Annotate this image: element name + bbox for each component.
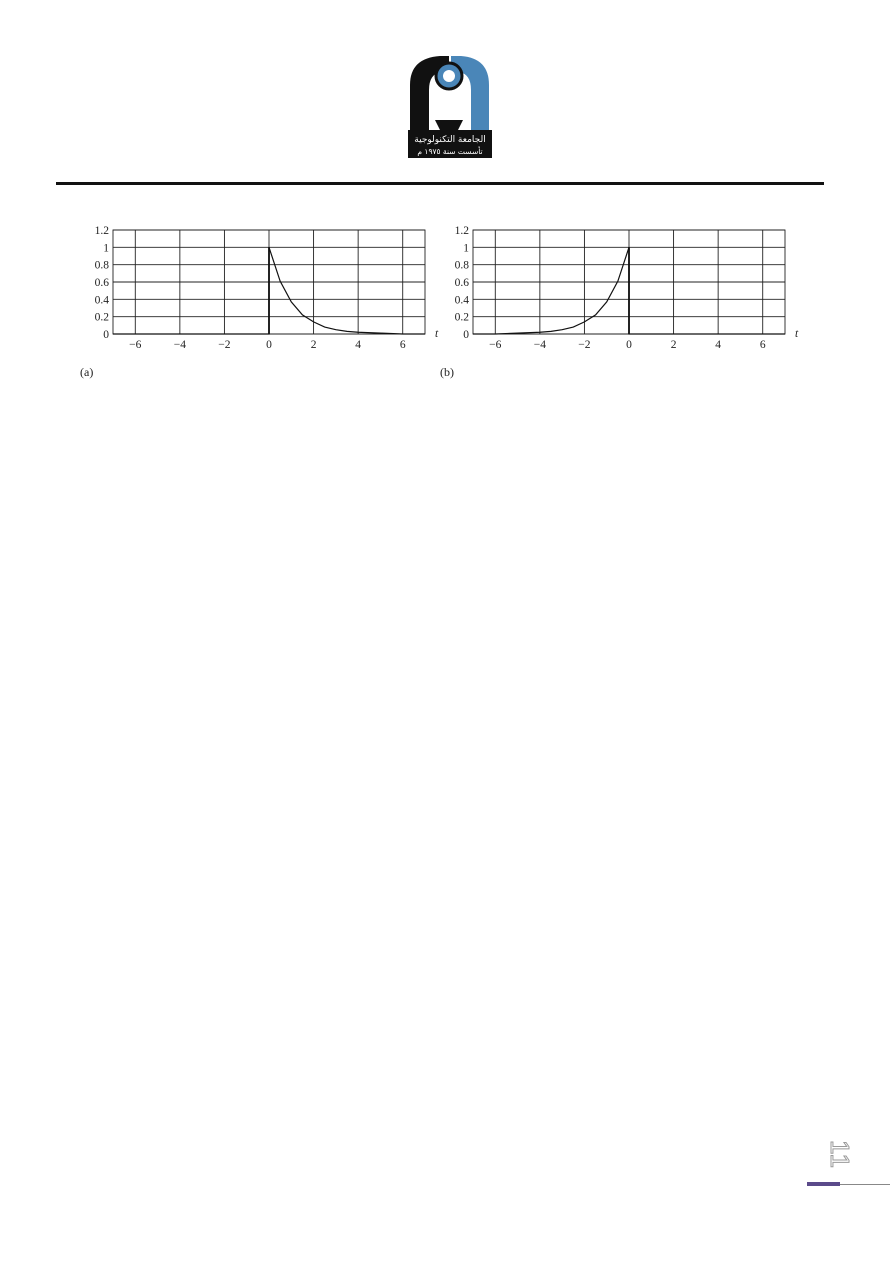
x-axis-label: t bbox=[435, 328, 439, 340]
x-tick-label: −6 bbox=[489, 339, 502, 351]
y-tick-label: 1.2 bbox=[94, 225, 109, 237]
y-tick-label: 1 bbox=[463, 242, 469, 255]
panel-label: (b) bbox=[440, 365, 454, 379]
footer-accent-bar bbox=[807, 1182, 840, 1186]
page-number: 11 bbox=[825, 1140, 855, 1169]
panel-label: (a) bbox=[80, 365, 94, 379]
x-tick-label: 0 bbox=[626, 339, 632, 351]
x-tick-label: −6 bbox=[129, 339, 142, 351]
chart-a bbox=[80, 215, 440, 385]
y-tick-label: 0.2 bbox=[94, 311, 109, 324]
y-tick-label: 0.8 bbox=[454, 259, 469, 272]
y-tick-label: 0.2 bbox=[454, 311, 469, 324]
x-tick-label: 2 bbox=[310, 339, 317, 351]
x-tick-label: −2 bbox=[218, 339, 231, 351]
logo-text-line2: تأسست سنة ١٩٧٥ م bbox=[417, 147, 483, 156]
y-tick-label: 0.6 bbox=[454, 277, 469, 289]
logo-text-line1: الجامعة التكنولوجية bbox=[414, 135, 486, 145]
y-tick-label: 0 bbox=[103, 329, 109, 341]
chart-b bbox=[440, 215, 800, 385]
footer-rule bbox=[840, 1184, 890, 1185]
x-tick-label: −2 bbox=[578, 339, 591, 351]
x-tick-label: 0 bbox=[266, 339, 272, 351]
university-logo bbox=[405, 50, 495, 160]
y-tick-label: 0 bbox=[463, 329, 469, 341]
x-tick-label: −4 bbox=[173, 339, 186, 351]
x-tick-label: 6 bbox=[399, 339, 406, 351]
x-tick-label: 4 bbox=[715, 339, 722, 351]
y-tick-label: 0.4 bbox=[454, 294, 469, 307]
y-tick-label: 1 bbox=[103, 242, 109, 255]
x-tick-label: 6 bbox=[759, 339, 766, 351]
x-tick-label: −4 bbox=[533, 339, 546, 351]
y-tick-label: 0.6 bbox=[94, 277, 109, 289]
header-rule bbox=[56, 182, 824, 185]
y-tick-label: 1.2 bbox=[454, 225, 469, 237]
x-axis-label: t bbox=[795, 328, 799, 340]
x-tick-label: 2 bbox=[670, 339, 677, 351]
y-tick-label: 0.8 bbox=[94, 259, 109, 272]
y-tick-label: 0.4 bbox=[94, 294, 109, 307]
x-tick-label: 4 bbox=[355, 339, 362, 351]
